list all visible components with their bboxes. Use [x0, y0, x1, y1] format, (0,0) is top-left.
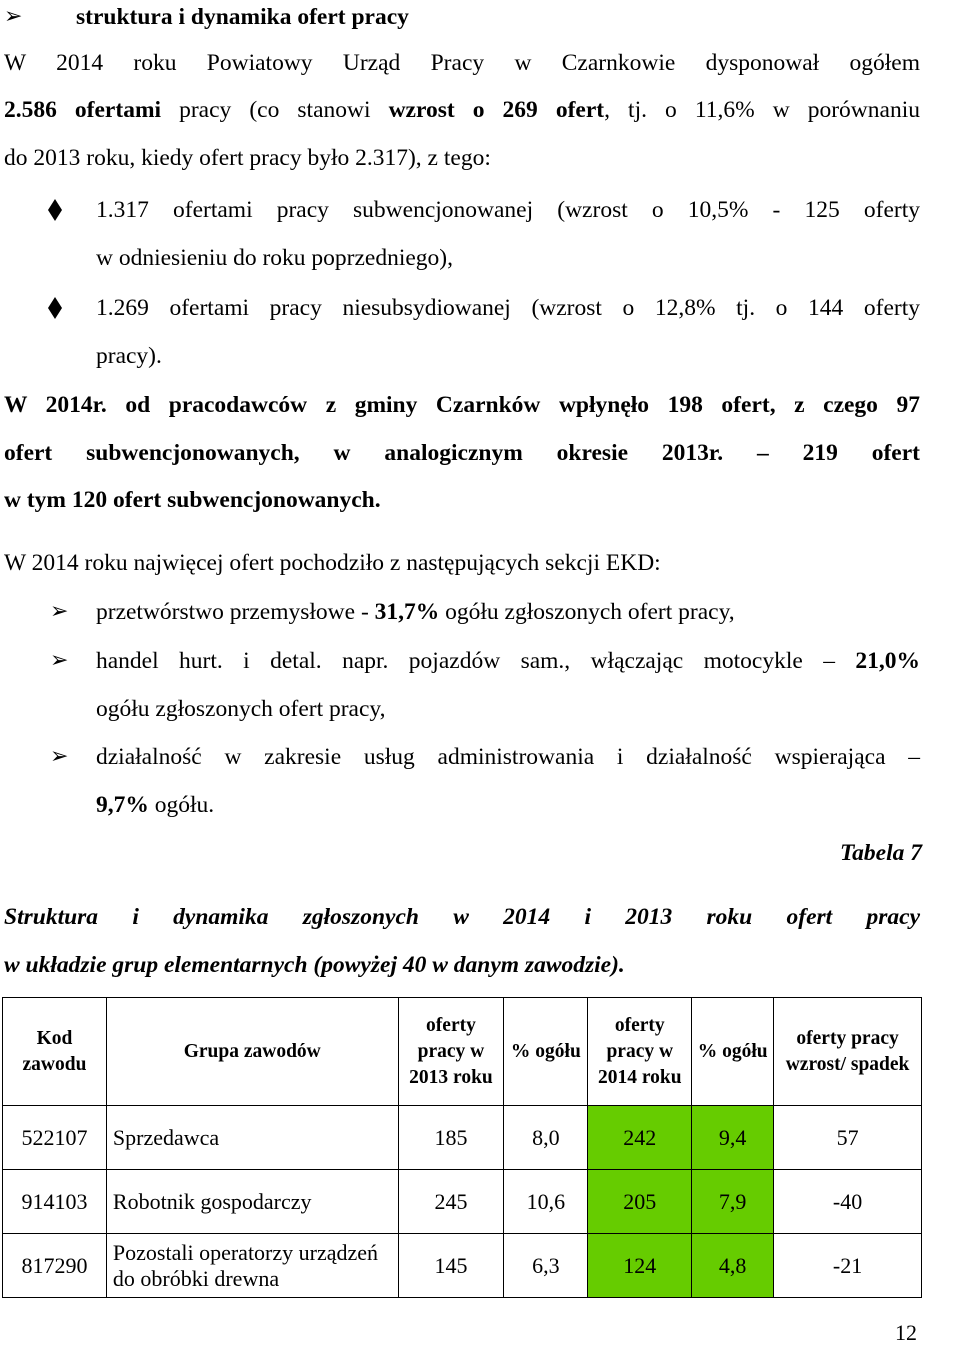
cell-percent-2014: 9,4 [692, 1106, 774, 1170]
cell-offers-2013: 185 [398, 1106, 504, 1170]
diamond-bullet-icon [48, 297, 62, 319]
intro-text: pracy (co stanowi [161, 97, 389, 123]
arrow-bullet-icon: ➢ [4, 4, 23, 29]
intro-line-2 [4, 95, 920, 125]
section-item-text: ogółu. [148, 792, 215, 818]
cell-offers-2013: 145 [398, 1234, 504, 1298]
cell-code: 522107 [3, 1106, 107, 1170]
section-item-text: ogółu zgłoszonych ofert pracy, [439, 599, 735, 625]
cell-offers-2014: 124 [588, 1234, 692, 1298]
diamond-bullet-icon [48, 199, 62, 221]
cell-percent-2014: 7,9 [692, 1170, 774, 1234]
cell-group: Robotnik gospodarczy [106, 1170, 398, 1234]
header-code: Kod zawodu [3, 998, 107, 1106]
sub-item-1-line-1: 1.317 ofertami pracy subwencjonowanej (wzrost o 10,5% - 125 oferty [96, 197, 920, 223]
section-item-3-line-1: działalność w zakresie usług administrowania i działalność wspierająca – [96, 744, 920, 770]
offers-table [2, 997, 922, 1298]
cell-change: 57 [774, 1106, 922, 1170]
cell-group: Pozostali operatorzy urządzeń do obróbki drewna [106, 1234, 398, 1298]
cell-code: 817290 [3, 1234, 107, 1298]
section-heading: struktura i dynamika ofert pracy [76, 4, 409, 30]
cell-change: -40 [774, 1170, 922, 1234]
section-item-percent: 21,0% [855, 648, 920, 674]
cell-offers-2013: 245 [398, 1170, 504, 1234]
section-item-3-line-2 [96, 790, 214, 820]
sections-intro: W 2014 roku najwięcej ofert pochodziło z następujących sekcji EKD: [4, 550, 661, 576]
intro-text: , tj. o 11,6% w porównaniu [604, 97, 920, 123]
header-group: Grupa zawodów [106, 998, 398, 1106]
cell-percent-2013: 10,6 [504, 1170, 588, 1234]
cell-percent-2014: 4,8 [692, 1234, 774, 1298]
intro-line-1: W 2014 roku Powiatowy Urząd Pracy w Czarnkowie dysponował ogółem [4, 50, 920, 76]
cell-offers-2014: 242 [588, 1106, 692, 1170]
arrow-bullet-icon: ➢ [50, 744, 69, 769]
section-item-percent: 9,7% [96, 792, 149, 818]
sub-item-1-line-2: w odniesieniu do roku poprzedniego), [96, 245, 453, 271]
section-item-2-line-2: ogółu zgłoszonych ofert pracy, [96, 696, 386, 722]
section-item-percent: 31,7% [374, 599, 440, 625]
cell-code: 914103 [3, 1170, 107, 1234]
employers-line-2: ofert subwencjonowanych, w analogicznym okresie 2013r. – 219 ofert [4, 440, 920, 466]
table-header-row [3, 998, 922, 1106]
cell-change: -21 [774, 1234, 922, 1298]
arrow-bullet-icon: ➢ [50, 599, 69, 624]
header-change: oferty pracy wzrost/ spadek [774, 998, 922, 1106]
employers-line-1: W 2014r. od pracodawców z gminy Czarnków wpłynęło 198 ofert, z czego 97 [4, 392, 920, 418]
cell-percent-2013: 6,3 [504, 1234, 588, 1298]
header-percent-2013: % ogółu [504, 998, 588, 1106]
header-offers-2014: oferty pracy w 2014 roku [588, 998, 692, 1106]
employers-line-3: w tym 120 ofert subwencjonowanych. [4, 487, 381, 513]
table-title-line-2: w układzie grup elementarnych (powyżej 40 w danym zawodzie). [4, 952, 625, 978]
table-title-line-1: Struktura i dynamika zgłoszonych w 2014 i 2013 roku ofert pracy [4, 904, 920, 930]
sub-item-2-line-2: pracy). [96, 343, 162, 369]
intro-increase: wzrost o 269 ofert [388, 97, 605, 123]
intro-total-offers: 2.586 ofertami [4, 97, 162, 123]
cell-offers-2014: 205 [588, 1170, 692, 1234]
arrow-bullet-icon: ➢ [50, 648, 69, 673]
header-percent-2014: % ogółu [692, 998, 774, 1106]
table-row [3, 1106, 922, 1170]
page-number: 12 [895, 1320, 917, 1345]
table-label: Tabela 7 [839, 840, 922, 866]
sub-item-2-line-1: 1.269 ofertami pracy niesubsydiowanej (wzrost o 12,8% tj. o 144 oferty [96, 295, 920, 321]
table-row [3, 1170, 922, 1234]
section-item-2-line-1 [96, 646, 920, 676]
section-item-text: przetwórstwo przemysłowe - [96, 599, 375, 625]
section-item-text: handel hurt. i detal. napr. pojazdów sam., włączając motocykle – [96, 648, 856, 674]
cell-group: Sprzedawca [106, 1106, 398, 1170]
intro-line-3: do 2013 roku, kiedy ofert pracy było 2.317), z tego: [4, 145, 491, 171]
cell-percent-2013: 8,0 [504, 1106, 588, 1170]
header-offers-2013: oferty pracy w 2013 roku [398, 998, 504, 1106]
section-item-1 [96, 597, 735, 627]
table-row [3, 1234, 922, 1298]
